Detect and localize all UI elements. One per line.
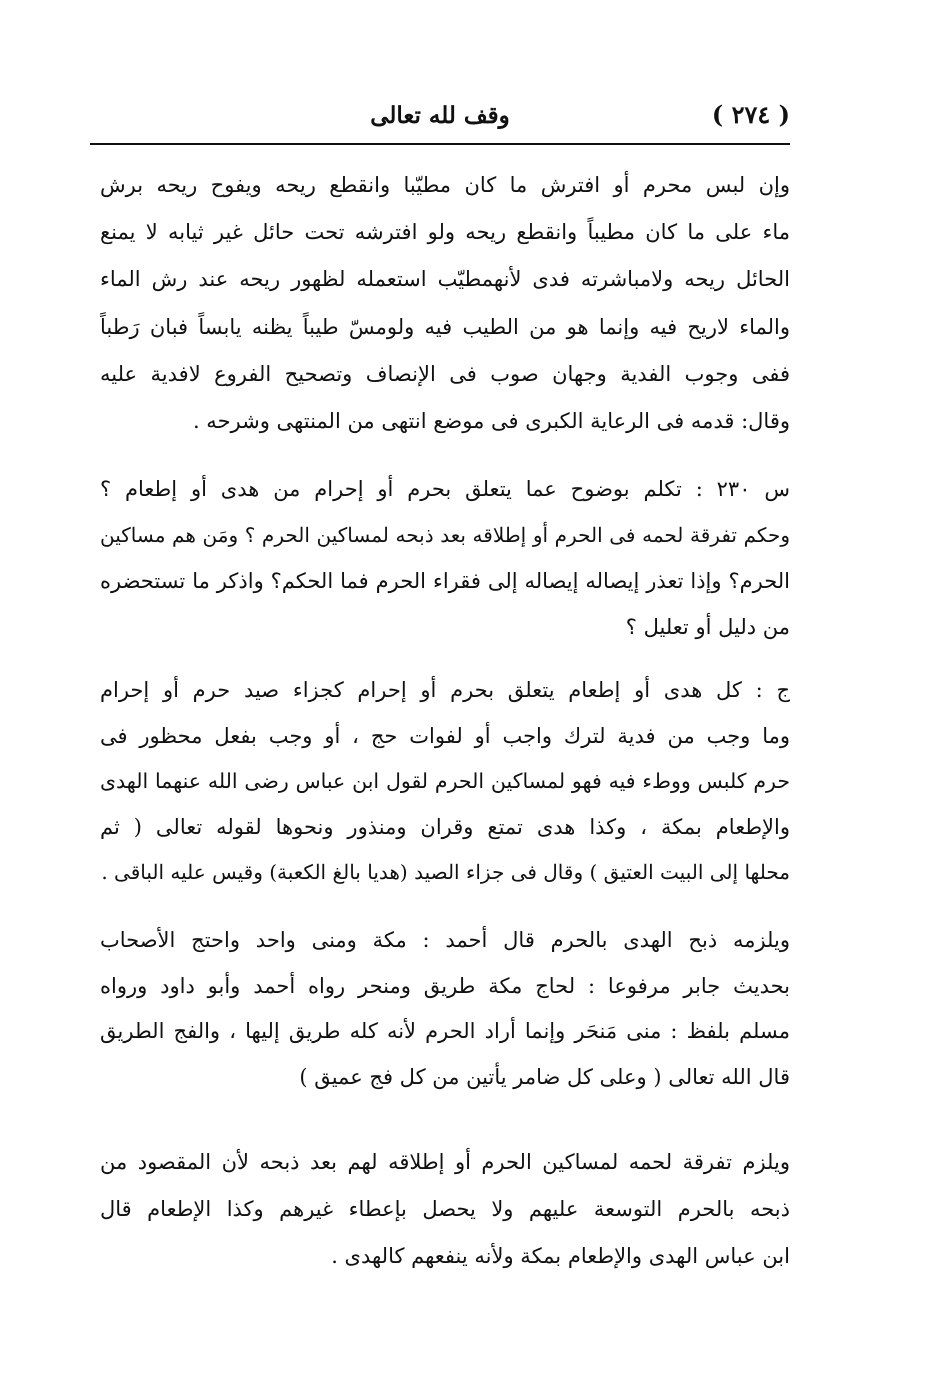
paragraph-slaughter-location <box>100 918 790 1100</box>
text-line: ذبحه بالحرم التوسعة عليهم ولا يحصل بإعطاء غيرهم وكذا الإطعام قال <box>100 1197 790 1221</box>
text-line: ففى وجوب الفدية وجهان صوب فى الإنصاف وتصحيح الفروع لافدية عليه <box>100 361 790 386</box>
text-line: وحكم تفرقة لحمه فى الحرم أو إطلاقه بعد ذبحه لمساكين الحرم ؟ ومَن هم مساكين <box>100 523 790 547</box>
text-line: مسلم بلفظ : منى مَنحَر وإنما أراد الحرم لأنه كله طريق إليها ، والفج الطريق <box>100 1019 790 1043</box>
question-230 <box>100 466 790 650</box>
text-line: والإطعام بمكة ، وكذا هدى تمتع وقران ومنذور ونحوها لقوله تعالى ( ثم <box>100 814 790 839</box>
answer-paragraph <box>100 668 790 896</box>
text-line: ويلزم تفرقة لحمه لمساكين الحرم أو إطلاقه لهم بعد ذبحه لأن المقصود من <box>100 1150 790 1174</box>
text-line: الحرم؟ وإذا تعذر إيصاله إيصاله إلى فقراء الحرم فما الحكم؟ واذكر ما تستحضره <box>100 569 790 593</box>
text-line: والماء لاريح فيه وإنما هو من الطيب فيه ولومسّ طيباً يظنه يابساً فبان رَطباً <box>100 314 790 339</box>
text-line: ويلزمه ذبح الهدى بالحرم قال أحمد : مكة ومنى واحد واحتج الأصحاب <box>100 928 790 952</box>
header-divider <box>90 143 790 145</box>
text-line: ابن عباس الهدى والإطعام بمكة ولأنه ينفعهم كالهدى . <box>331 1244 790 1268</box>
text-line: حرم كلبس ووطء فيه فهو لمساكين الحرم لقول ابن عباس رضى الله عنهما الهدى <box>100 769 790 793</box>
page-number: ( ٢٧٤ ) <box>711 100 790 129</box>
paragraph-meat-distribution <box>100 1139 790 1280</box>
text-line: ماء على ما كان مطيباً وانقطع ريحه ولو افترشه تحت حائل غير ثيابه لا يمنع <box>100 220 790 245</box>
text-line: س ٢٣٠ : تكلم بوضوح عما يتعلق بحرم أو إحرام من هدى أو إطعام ؟ <box>100 477 790 501</box>
text-line: وقال: قدمه فى الرعاية الكبرى فى موضع انتهى من المنتهى وشرحه . <box>192 408 790 433</box>
paragraph-perfume-ruling <box>100 162 790 445</box>
text-line: وما وجب من فدية لترك واجب أو لفوات حج ، أو وجب بفعل محظور فى <box>100 723 790 748</box>
text-line: بحديث جابر مرفوعا : لحاج مكة طريق ومنحر رواه أحمد وأبو داود ورواه <box>100 973 790 998</box>
text-line: ج : كل هدى أو إطعام يتعلق بحرم أو إحرام كجزاء صيد حرم أو إحرام <box>100 678 790 702</box>
text-line: وإن لبس محرم أو افترش ما كان مطيّبا وانقطع ريحه ويفوح ريحه برش <box>100 173 790 197</box>
page-header <box>90 92 790 142</box>
text-line: الحائل ريحه ولامباشرته فدى لأنهمطيّب استعمله لظهور ريحه عند رش الماء <box>100 267 790 292</box>
text-line: من دليل أو تعليل ؟ <box>625 615 790 639</box>
text-line: قال الله تعالى ( وعلى كل ضامر يأتين من كل فج عميق ) <box>299 1064 790 1089</box>
running-title: وقف لله تعالى <box>370 102 510 129</box>
text-line: محلها إلى البيت العتيق ) وقال فى جزاء الصيد (هديا بالغ الكعبة) وقيس عليه الباقى . <box>101 860 790 884</box>
